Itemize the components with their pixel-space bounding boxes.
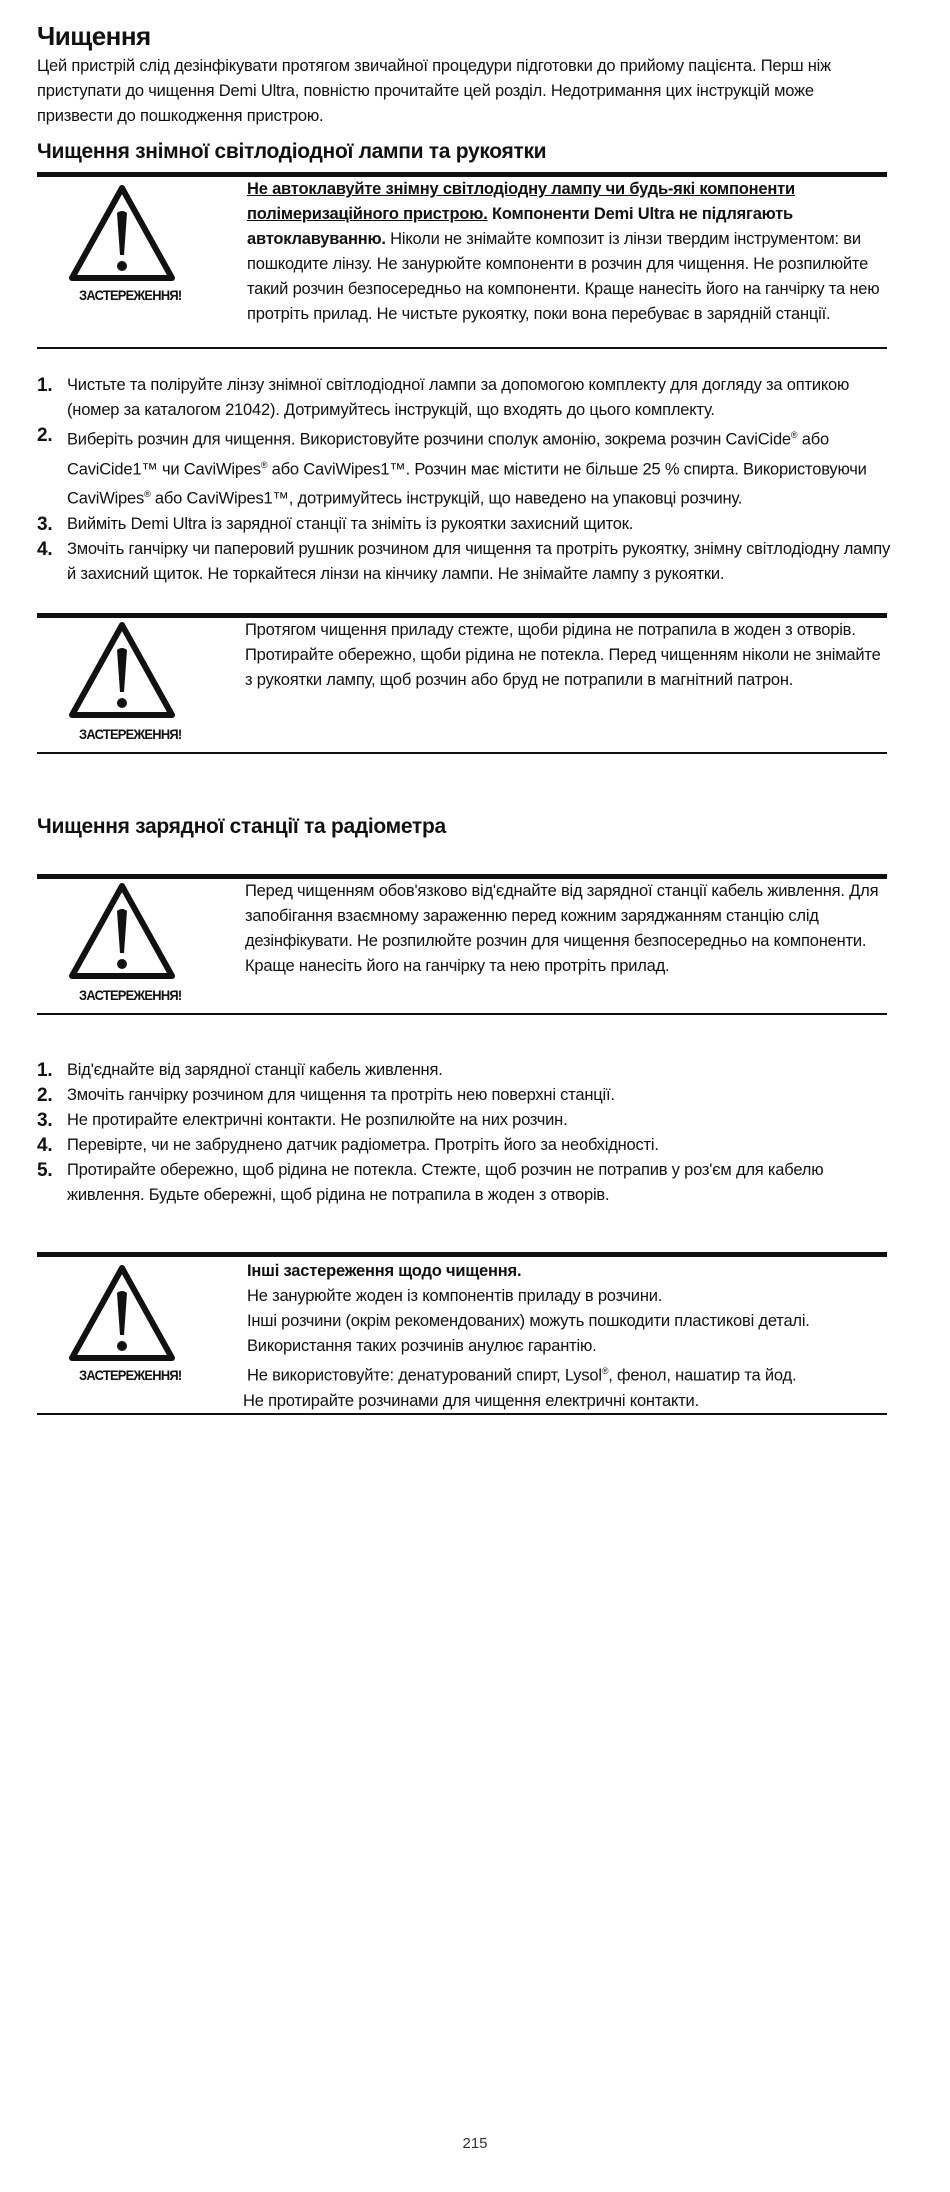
intro-paragraph: Цей пристрій слід дезінфікувати протягом звичайної процедури підготовки до прийому пацієнта. Перш ніж приступати до чищення Demi Ultra, повністю прочитайте цей розділ. Недотримання цих інструкцій може призвести до пошкодження пристрою. — [37, 57, 831, 125]
list-item: 3. Вийміть Demi Ultra із зарядної станції та зніміть із рукоятки захисний щиток. — [37, 513, 634, 535]
warning-text: Перед чищенням обов'язково від'єднайте від зарядної станції кабель живлення. Для запобігання взаємному зараженню перед кожним заряджанням станцію слід дезінфікувати. Не розпилюйте розчин для чищення безпосередньо на компоненти. Краще нанесіть його на ганчірку та нею протріть прилад. — [245, 882, 879, 975]
warning-label: ЗАСТЕРЕЖЕННЯ! — [79, 287, 182, 303]
section2-heading: Чищення зарядної станції та радіометра — [37, 815, 446, 838]
other-warning-line: Не використовуйте: денатурований спирт, Lysol®, фенол, нашатир та йод. — [247, 1366, 797, 1385]
list-item: 3. Не протирайте електричні контакти. Не розпилюйте на них розчин. — [37, 1110, 568, 1131]
section1-heading: Чищення знімної світлодіодної лампи та рукоятки — [37, 140, 547, 163]
list-item: 4. Змочіть ганчірку чи паперовий рушник розчином для чищення та протріть рукоятку, знімну світлодіодну лампу й захисний щиток. Не торкайтеся лінзи на кінчику лампи. Не знімайте лампу з рукоятки. — [37, 538, 891, 583]
document-page — [37, 18, 887, 129]
list-item: 5. Протирайте обережно, щоб рідина не потекла. Стежте, щоб розчин не потрапив у роз'єм для кабелю живлення. Будьте обережні, щоб рідина не потрапила в жоден з отворів. — [37, 1160, 824, 1204]
warning-body: Ніколи не знімайте композит із лінзи твердим інструментом: ви пошкодите лінзу. Не занурюйте компоненти в розчин для чищення. Не розпилюйте такий розчин безпосередньо на компоненти. Краще нанесіть його на ганчірку та нею протріть прилад. Не чистьте рукоятку, поки вона перебуває в зарядній станції. — [247, 230, 880, 323]
other-warning-line: Використання таких розчинів анулює гарантію. — [247, 1337, 597, 1355]
other-warnings-heading: Інші застереження щодо чищення. — [247, 1262, 522, 1280]
warning-box-other — [37, 1252, 887, 1415]
page-title: Чищення — [37, 21, 151, 51]
steps-list-lamp — [37, 373, 897, 587]
warning-triangle-icon — [67, 620, 187, 720]
steps-list-charger — [37, 1058, 897, 1208]
warning-bold: Компоненти Demi Ultra не підлягають автоклавуванню. — [247, 205, 793, 248]
warning-box-liquid — [37, 613, 887, 754]
page-number: 215 — [462, 2135, 488, 2152]
warning-box-autoclave — [37, 172, 887, 349]
warning-triangle-icon — [67, 1263, 187, 1363]
list-item: 2. Виберіть розчин для чищення. Використовуйте розчини сполук амонію, зокрема розчин CaviCide® або CaviCide1™ чи CaviWipes® або CaviWipes1™. Розчин має містити не більше 25 % спирта. Використовуючи CaviWipes® або CaviWipes1™, дотримуйтесь інструкцій, що наведено на упаковці розчину. — [37, 425, 867, 508]
warning-label: ЗАСТЕРЕЖЕННЯ! — [79, 987, 182, 1003]
warning-text — [247, 177, 887, 327]
warning-bold-underlined: Не автоклавуйте знімну світлодіодну лампу чи будь-які компоненти полімеризаційного пристрою. — [247, 180, 795, 223]
other-warning-line: Інші розчини (окрім рекомендованих) можуть пошкодити пластикові деталі. — [247, 1312, 810, 1330]
other-warning-line: Не занурюйте жоден із компонентів приладу в розчини. — [247, 1287, 663, 1305]
warning-label: ЗАСТЕРЕЖЕННЯ! — [79, 726, 182, 742]
list-item: 4. Перевірте, чи не забруднено датчик радіометра. Протріть його за необхідності. — [37, 1135, 659, 1156]
warning-text — [243, 1259, 887, 1414]
other-warning-line: Не протирайте розчинами для чищення електричні контакти. — [243, 1391, 699, 1410]
list-item: 2. Змочіть ганчірку розчином для чищення та протріть нею поверхні станції. — [37, 1085, 615, 1106]
list-item: 1. Чистьте та поліруйте лінзу знімної світлодіодної лампи за допомогою комплекту для догляду за оптикою (номер за каталогом 21042). Дотримуйтесь інструкцій, що входять до цього комплекту. — [37, 375, 850, 419]
warning-triangle-icon — [67, 881, 187, 981]
list-item: 1. Від'єднайте від зарядної станції кабель живлення. — [37, 1060, 443, 1081]
warning-box-charger — [37, 874, 887, 1015]
warning-triangle-icon — [67, 183, 187, 283]
warning-label: ЗАСТЕРЕЖЕННЯ! — [79, 1367, 182, 1383]
warning-text: Протягом чищення приладу стежте, щоби рідина не потрапила в жоден з отворів. Протирайте обережно, щоби рідина не потекла. Перед чищенням ніколи не знімайте з рукоятки лампу, щоб розчин або бруд не потрапили в магнітний патрон. — [245, 621, 881, 689]
